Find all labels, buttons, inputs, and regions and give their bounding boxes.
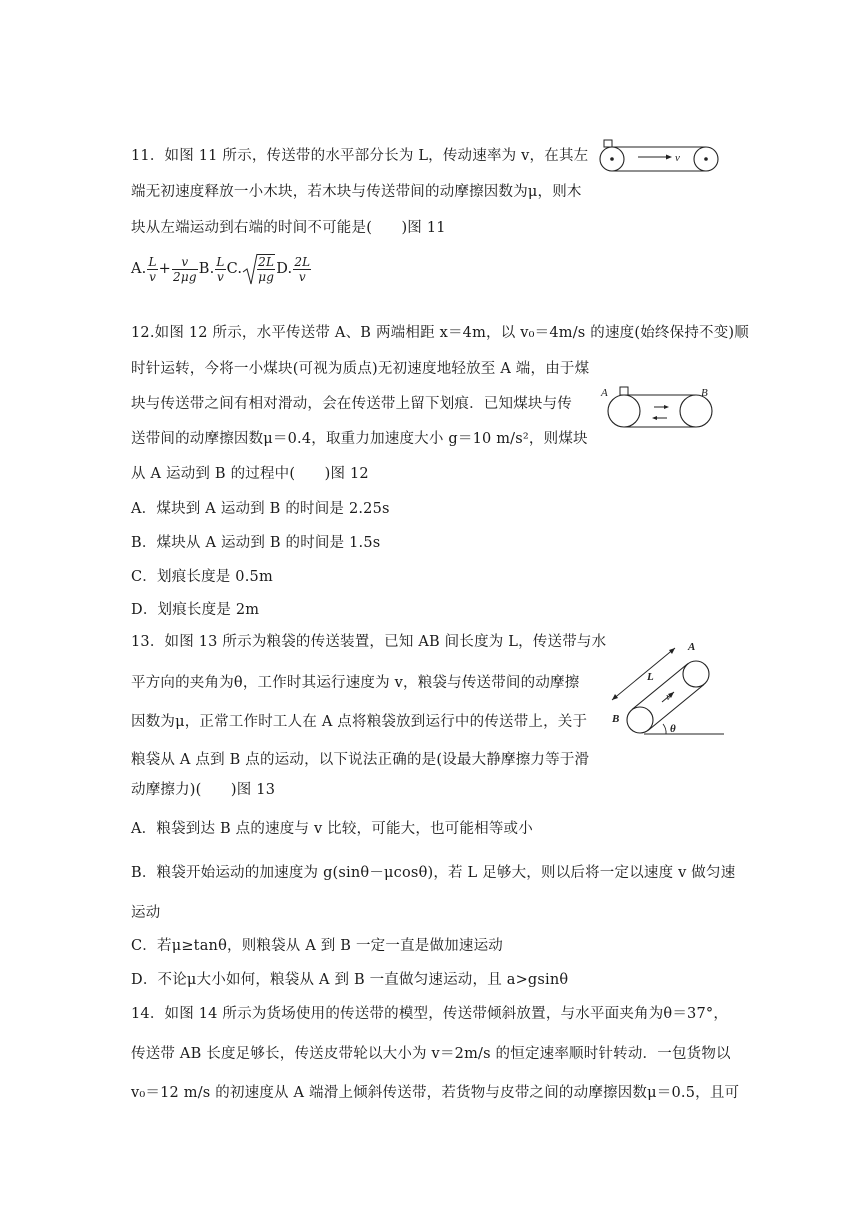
figure-11-label-v: v	[675, 152, 680, 164]
q11-option-d-fraction: $\frac{2L}{v}$	[294, 254, 311, 284]
figure-13-label-theta: θ	[670, 723, 676, 735]
q13-option-b-line-1: B．粮袋开始运动的加速度为 g(sinθ－μcosθ)，若 L 足够大，则以后将一定以速度 v 做匀速	[131, 865, 736, 881]
q12-option-b: B．煤块从 A 运动到 B 的时间是 1.5s	[131, 535, 381, 551]
figure-13-label-a: A	[688, 641, 696, 653]
q13-line-3: 因数为μ，正常工作时工人在 A 点将粮袋放到运行中的传送带上，关于	[131, 714, 588, 730]
q12-line-4: 送带间的动摩擦因数μ＝0.4，取重力加速度大小 g＝10 m/s²，则煤块	[131, 431, 588, 447]
figure-13-label-b: B	[612, 713, 620, 725]
q12-line-3: 块与传送带之间有相对滑动，会在传送带上留下划痕．已知煤块与传	[131, 396, 572, 412]
q13-line-4: 粮袋从 A 点到 B 点的运动，以下说法正确的是(设最大静摩擦力等于滑	[131, 752, 590, 768]
q14-line-2: 传送带 AB 长度足够长，传送皮带轮以大小为 v＝2m/s 的恒定速率顺时针转动．一包货物以	[131, 1046, 731, 1062]
q13-option-a: A．粮袋到达 B 点的速度与 v 比较，可能大，也可能相等或小	[131, 821, 533, 837]
q12-option-c: C．划痕长度是 0.5m	[131, 569, 273, 585]
figure-12-label-a: A	[601, 387, 608, 399]
q11-option-b-label: B.	[198, 261, 215, 277]
q12-line-1: 12.如图 12 所示，水平传送带 A、B 两端相距 x＝4m，以 v₀＝4m/s 的速度(始终保持不变)顺	[131, 325, 749, 341]
q11-option-a-label: A.	[131, 261, 147, 277]
q14-line-1: 14．如图 14 所示为货场使用的传送带的模型，传送带倾斜放置，与水平面夹角为θ＝37°，	[131, 1006, 729, 1022]
q11-option-a-fraction-1: $\frac{L}{v}$	[148, 254, 157, 284]
q13-option-c: C．若μ≥tanθ，则粮袋从 A 到 B 一定一直是做加速运动	[131, 938, 503, 954]
figure-11-belt-diagram	[596, 138, 724, 180]
q11-options	[131, 254, 312, 284]
q13-line-5: 动摩擦力)( )图 13	[131, 782, 276, 798]
q13-option-d: D．不论μ大小如何，粮袋从 A 到 B 一直做匀速运动，且 a>gsinθ	[131, 972, 569, 988]
figure-12-belt-diagram	[600, 378, 718, 436]
q13-line-2: 平方向的夹角为θ，工作时其运行速度为 v，粮袋与传送带间的动摩擦	[131, 675, 580, 691]
q12-line-2: 时针运转，今将一小煤块(可视为质点)无初速度地轻放至 A 端，由于煤	[131, 361, 590, 377]
q11-option-c-label: C.	[226, 261, 243, 277]
q11-option-b-fraction: $\frac{L}{v}$	[216, 254, 225, 284]
figure-13-label-v: v	[666, 691, 671, 703]
q11-option-c-sqrt: $\frac{2L}{\mu g}$	[242, 254, 276, 284]
q13-line-1: 13．如图 13 所示为粮袋的传送装置，已知 AB 间长度为 L，传送带与水	[131, 634, 607, 650]
q14-line-3: v₀＝12 m/s 的初速度从 A 端滑上倾斜传送带，若货物与皮带之间的动摩擦因数μ＝0.5，且可	[131, 1085, 740, 1101]
q11-option-a-plus: +	[158, 261, 172, 277]
q13-option-b-line-2: 运动	[131, 905, 161, 921]
figure-13-label-l: L	[647, 671, 654, 683]
q11-line-1: 11．如图 11 所示，传送带的水平部分长为 L，传动速率为 v，在其左	[131, 148, 589, 164]
q12-line-5: 从 A 运动到 B 的过程中( )图 12	[131, 466, 369, 482]
figure-13-incline-belt-diagram	[604, 638, 726, 744]
q12-option-d: D．划痕长度是 2m	[131, 602, 260, 618]
q11-option-d-label: D.	[276, 261, 293, 277]
q11-line-2: 端无初速度释放一小木块，若木块与传送带间的动摩擦因数为μ，则木	[131, 184, 582, 200]
q12-option-a: A．煤块到 A 运动到 B 的时间是 2.25s	[131, 501, 390, 517]
q11-line-3: 块从左端运动到右端的时间不可能是( )图 11	[131, 220, 446, 236]
q11-option-a-fraction-2: $\frac{v}{2\mu g}$	[173, 254, 197, 284]
figure-12-label-b: B	[701, 387, 708, 399]
